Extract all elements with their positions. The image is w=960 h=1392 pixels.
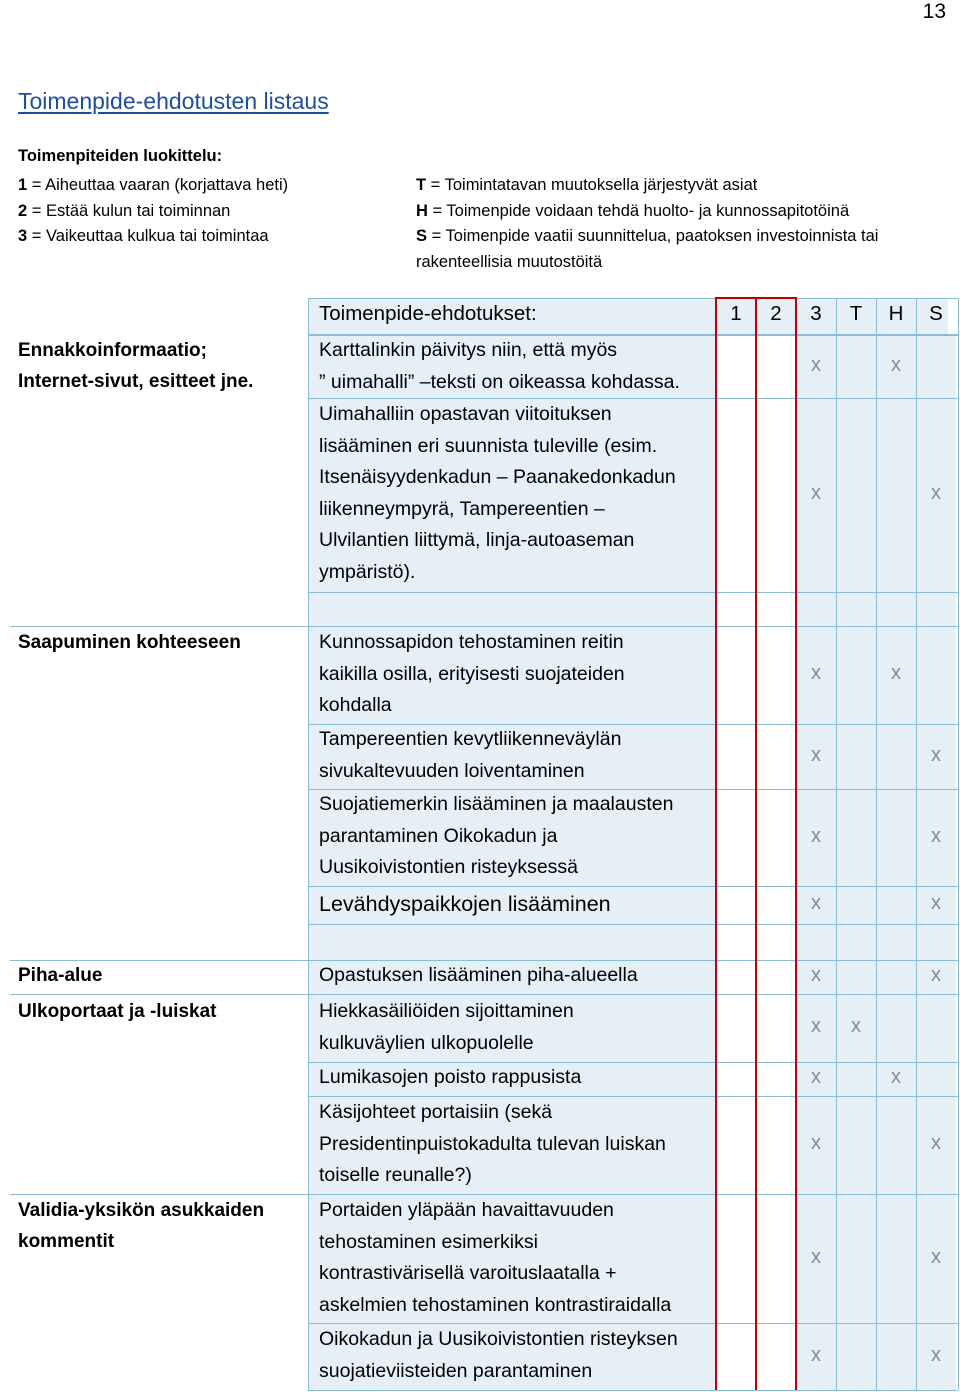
section-separator bbox=[10, 626, 308, 627]
mark-s: x bbox=[931, 964, 941, 986]
legend-left bbox=[18, 173, 288, 250]
column-header-h: H bbox=[888, 302, 904, 325]
mark-3: x bbox=[811, 662, 821, 684]
proposal-text: Opastuksen lisääminen piha-alueella bbox=[319, 964, 638, 986]
row-mark-cell-bg bbox=[876, 1096, 916, 1194]
section-separator bbox=[10, 994, 308, 995]
section-label: Piha-alue bbox=[18, 965, 103, 986]
table-hline bbox=[308, 924, 958, 925]
table-header-row bbox=[308, 298, 948, 334]
mark-3: x bbox=[811, 743, 821, 766]
section-label: Ennakkoinformaatio; Internet-sivut, esitteet jne. bbox=[18, 340, 254, 392]
legend-right-text: = Toimenpide voidaan tehdä huolto- ja kunnossapitotöinä bbox=[427, 201, 850, 220]
legend-right-text: = Toimintatavan muutoksella järjestyvät asiat bbox=[426, 176, 758, 194]
legend-right-item bbox=[416, 173, 936, 199]
legend-right-item bbox=[416, 224, 936, 275]
mark-3: x bbox=[811, 1015, 821, 1037]
legend-left-code: 3 bbox=[18, 227, 28, 245]
legend-right-item bbox=[416, 199, 936, 225]
table-hline bbox=[308, 592, 958, 593]
row-mark-cell-bg bbox=[876, 1194, 916, 1323]
row-mark-cell-bg bbox=[876, 886, 916, 924]
row-mark-cell-bg bbox=[876, 960, 916, 994]
section-label: Saapuminen kohteeseen bbox=[18, 632, 241, 653]
mark-3: x bbox=[811, 1245, 821, 1268]
legend-left-text: = Vaikeuttaa kulkua tai toimintaa bbox=[27, 227, 269, 245]
spacer-mark-bg bbox=[836, 924, 876, 960]
proposal-text: Lumikasojen poisto rappusista bbox=[319, 1066, 582, 1088]
spacer-mark-bg bbox=[836, 592, 876, 626]
page-title: Toimenpide-ehdotusten listaus bbox=[18, 88, 329, 114]
legend-left-code: 1 bbox=[18, 176, 28, 194]
row-mark-cell-bg bbox=[876, 1323, 916, 1390]
row-mark-cell-bg bbox=[876, 994, 916, 1062]
mark-h: x bbox=[891, 662, 901, 684]
table-hline bbox=[308, 298, 958, 299]
proposal-text: Karttalinkin päivitys niin, että myös ” uimahalli” –teksti on oikeassa kohdassa. bbox=[319, 339, 680, 393]
legend-right-code: H bbox=[416, 201, 428, 220]
proposal-text: Uimahalliin opastavan viitoituksen lisääminen eri suunnista tuleville (esim. Itsenäisyydenkadun – Paanakedonkadun liikenneympyrä, Tampereentien – Ulvilantien liittymä, linja-autoaseman ympäristö). bbox=[319, 403, 676, 583]
row-mark-cell-bg bbox=[876, 789, 916, 886]
legend-right-code: S bbox=[416, 227, 428, 245]
section-separator bbox=[10, 960, 308, 961]
table-vline bbox=[958, 298, 959, 1390]
spacer-row-bg bbox=[308, 924, 716, 960]
legend-left-item bbox=[18, 224, 288, 250]
row-mark-cell-bg bbox=[836, 789, 876, 886]
page-number: 13 bbox=[922, 0, 946, 23]
mark-s: x bbox=[931, 824, 941, 847]
legend-left-text: = Aiheuttaa vaaran (korjattava heti) bbox=[27, 176, 289, 194]
column-header-t: T bbox=[849, 302, 863, 325]
mark-s: x bbox=[931, 1343, 941, 1366]
mark-3: x bbox=[811, 482, 821, 504]
legend-right bbox=[416, 173, 936, 275]
proposal-text: Portaiden yläpään havaittavuuden tehostaminen esimerkiksi kontrastivärisellä varoituslaatalla + askelmien tehostaminen kontrastiraidalla bbox=[319, 1199, 672, 1316]
spacer-mark-bg bbox=[796, 924, 836, 960]
spacer-mark-bg bbox=[796, 592, 836, 626]
row-mark-cell-bg bbox=[916, 994, 956, 1062]
mark-t: x bbox=[851, 1015, 861, 1037]
legend-title: Toimenpiteiden luokittelu: bbox=[18, 147, 223, 165]
row-mark-cell-bg bbox=[836, 1323, 876, 1390]
table-vline bbox=[876, 298, 877, 1390]
mark-3: x bbox=[811, 1132, 821, 1154]
proposal-text: Kunnossapidon tehostaminen reitin kaikilla osilla, erityisesti suojateiden kohdalla bbox=[319, 631, 625, 717]
spacer-row-bg bbox=[308, 592, 716, 626]
proposal-text: Tampereentien kevytliikenneväylän sivukaltevuuden loiventaminen bbox=[319, 728, 622, 782]
priority-column-border bbox=[755, 298, 757, 1390]
mark-h: x bbox=[891, 353, 901, 376]
row-mark-cell-bg bbox=[836, 335, 876, 398]
proposal-text: Levähdyspaikkojen lisääminen bbox=[319, 892, 611, 916]
column-header-2: 2 bbox=[770, 302, 782, 325]
row-mark-cell-bg bbox=[876, 724, 916, 789]
legend-left-item bbox=[18, 199, 288, 225]
proposal-text: Käsijohteet portaisiin (sekä Presidentinpuistokadulta tulevan luiskan toiselle reunalle?) bbox=[319, 1101, 666, 1187]
row-mark-cell-bg bbox=[836, 960, 876, 994]
mark-3: x bbox=[811, 824, 821, 847]
mark-3: x bbox=[811, 1343, 821, 1366]
mark-3: x bbox=[811, 892, 821, 914]
priority-column-border bbox=[715, 298, 717, 1390]
row-mark-cell-bg bbox=[836, 1062, 876, 1096]
spacer-mark-bg bbox=[916, 924, 956, 960]
section-label: Ulkoportaat ja -luiskat bbox=[18, 1001, 217, 1022]
proposal-text: Oikokadun ja Uusikoivistontien risteyksen suojatieviisteiden parantaminen bbox=[319, 1328, 678, 1382]
column-header-3: 3 bbox=[810, 302, 822, 325]
mark-3: x bbox=[811, 1066, 821, 1088]
row-mark-cell-bg bbox=[916, 626, 956, 724]
spacer-mark-bg bbox=[876, 924, 916, 960]
legend-right-code: T bbox=[416, 176, 427, 194]
priority-column-border-top bbox=[715, 297, 797, 299]
row-mark-cell-bg bbox=[836, 398, 876, 592]
spacer-mark-bg bbox=[916, 592, 956, 626]
section-separator bbox=[10, 1194, 308, 1195]
proposal-text: Suojatiemerkin lisääminen ja maalausten parantaminen Oikokadun ja Uusikoivistontien risteyksessä bbox=[319, 793, 674, 879]
legend-left-code: 2 bbox=[18, 201, 28, 220]
row-mark-cell-bg bbox=[876, 398, 916, 592]
mark-s: x bbox=[931, 892, 941, 914]
mark-3: x bbox=[811, 353, 821, 376]
mark-h: x bbox=[891, 1066, 901, 1088]
mark-s: x bbox=[931, 482, 941, 504]
mark-s: x bbox=[931, 743, 941, 766]
mark-s: x bbox=[931, 1245, 941, 1268]
section-label: Validia-yksikön asukkaiden kommentit bbox=[18, 1200, 265, 1252]
mark-3: x bbox=[811, 964, 821, 986]
row-mark-cell-bg bbox=[836, 1194, 876, 1323]
table-hline bbox=[308, 994, 958, 995]
column-header-1: 1 bbox=[730, 302, 742, 325]
table-vline bbox=[836, 298, 837, 1390]
table-vline bbox=[308, 298, 309, 1390]
table-header-title: Toimenpide-ehdotukset: bbox=[319, 302, 537, 325]
table-hline bbox=[308, 1390, 958, 1391]
legend-left-item bbox=[18, 173, 288, 199]
row-mark-cell-bg bbox=[916, 335, 956, 398]
mark-s: x bbox=[931, 1132, 941, 1154]
proposal-text: Hiekkasäiliöiden sijoittaminen kulkuväylien ulkopuolelle bbox=[319, 1000, 574, 1054]
spacer-mark-bg bbox=[876, 592, 916, 626]
legend-left-text: = Estää kulun tai toiminnan bbox=[27, 201, 231, 220]
legend-right-text: = Toimenpide vaatii suunnittelua, paatoksen investoinnista tai rakenteellisia muutostöitä bbox=[416, 227, 879, 271]
row-mark-cell-bg bbox=[836, 886, 876, 924]
row-mark-cell-bg bbox=[836, 1096, 876, 1194]
column-header-s: S bbox=[929, 302, 943, 325]
row-mark-cell-bg bbox=[836, 724, 876, 789]
row-mark-cell-bg bbox=[916, 1062, 956, 1096]
row-mark-cell-bg bbox=[836, 626, 876, 724]
